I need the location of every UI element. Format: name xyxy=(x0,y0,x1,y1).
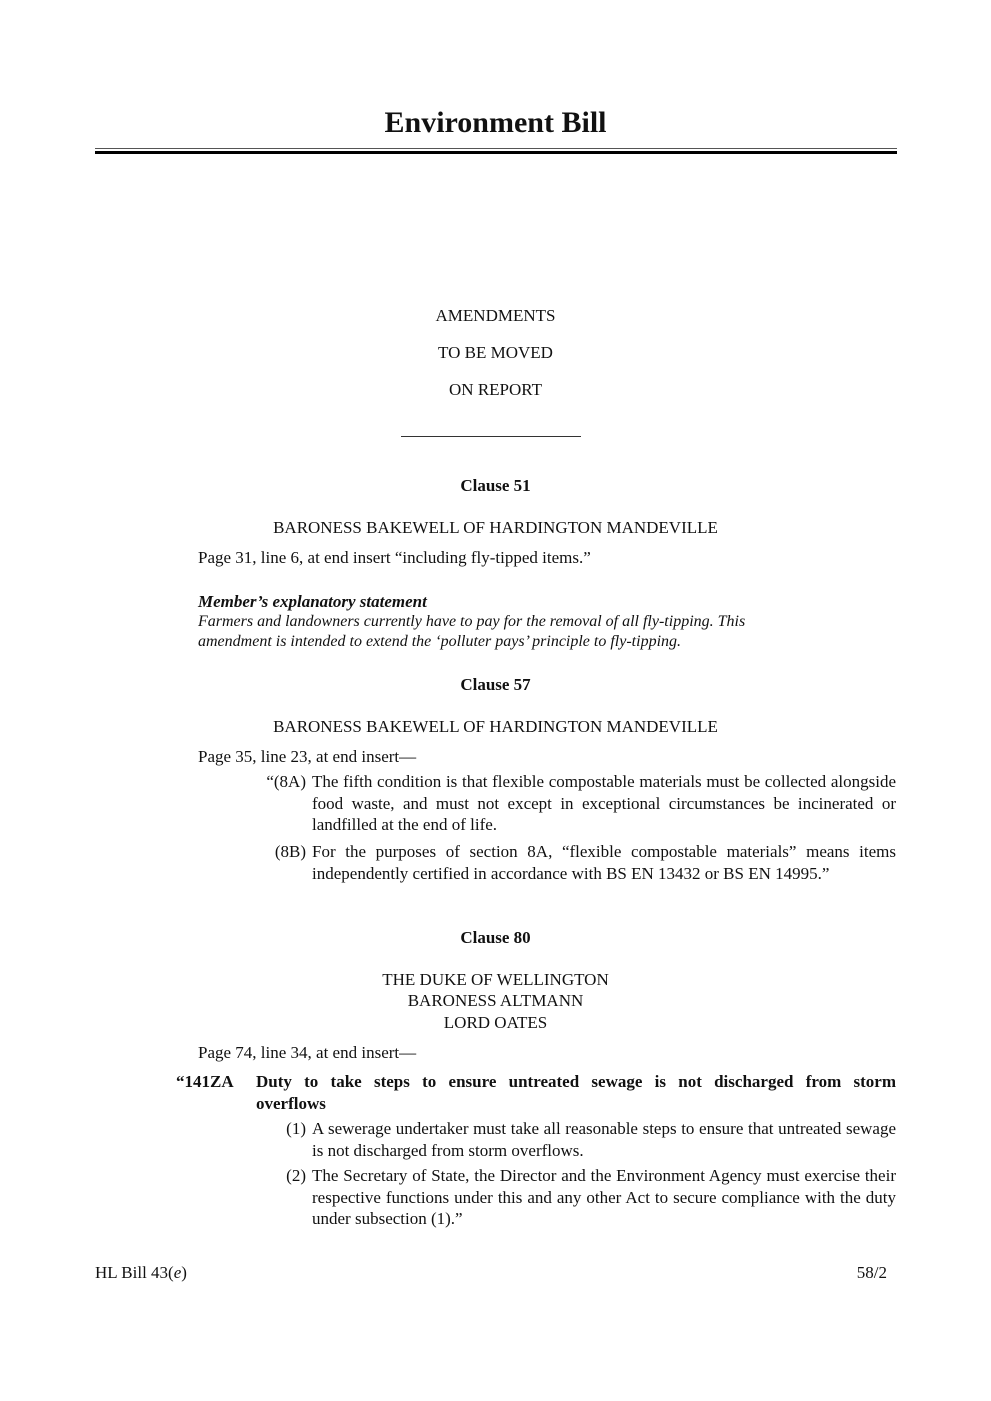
bill-reference xyxy=(95,1263,187,1283)
clause-57-instruction: Page 35, line 23, at end insert— xyxy=(198,747,417,766)
explanatory-statement-line-2: amendment is intended to extend the ‘polluter pays’ principle to fly-tipping. xyxy=(198,633,682,650)
title-rule-thin xyxy=(95,148,897,149)
document-title: Environment Bill xyxy=(384,106,607,139)
bill-ref-print: e xyxy=(173,1263,182,1282)
subsection-text-1: A sewerage undertaker must take all reasonable steps to ensure that untreated sewage is not discharged from storm overflows. xyxy=(312,1119,896,1160)
subsection-label-1: (1) xyxy=(286,1119,306,1138)
clause-51-instruction: Page 31, line 6, at end insert “including fly-tipped items.” xyxy=(198,548,591,567)
clause-80-member-3: LORD OATES xyxy=(443,1013,548,1032)
explanatory-statement-heading: Member’s explanatory statement xyxy=(198,592,427,611)
cover-line-3: ON REPORT xyxy=(449,380,542,399)
clause-80-member-1: THE DUKE OF WELLINGTON xyxy=(382,970,609,989)
subsection-label-2: (2) xyxy=(286,1166,306,1185)
bill-ref-text: HL Bill 43( xyxy=(95,1263,174,1282)
subsection-text-2: The Secretary of State, the Director and the Environment Agency must exercise their respective functions under this and any other Act to secure compliance with the duty under subsection (1).” xyxy=(312,1166,896,1228)
section-title-line-1: Duty to take steps to ensure untreated sewage is not discharged from storm xyxy=(256,1072,896,1091)
clause-57-heading: Clause 57 xyxy=(460,675,531,694)
section-title-line-2: overflows xyxy=(256,1094,326,1113)
clause-80-instruction: Page 74, line 34, at end insert— xyxy=(198,1043,417,1062)
clause-80-heading: Clause 80 xyxy=(460,928,531,947)
item-label-8b: (8B) xyxy=(274,842,306,861)
cover-line-1: AMENDMENTS xyxy=(435,306,556,325)
clause-57-member: BARONESS BAKEWELL OF HARDINGTON MANDEVILLE xyxy=(273,717,718,736)
clause-51-member: BARONESS BAKEWELL OF HARDINGTON MANDEVILLE xyxy=(273,518,718,537)
bill-ref-close: ) xyxy=(181,1263,187,1282)
clause-80-member-2: BARONESS ALTMANN xyxy=(407,991,584,1010)
item-text-8b: For the purposes of section 8A, “flexible compostable materials” means items independently certified in accordance with BS EN 13432 or BS EN 14995.” xyxy=(312,842,896,883)
clause-51-heading: Clause 51 xyxy=(460,476,531,495)
item-label-8a: “(8A) xyxy=(266,772,306,791)
cover-line-2: TO BE MOVED xyxy=(438,343,553,362)
divider xyxy=(401,436,581,437)
item-text-8a: The fifth condition is that flexible compostable materials must be collected alongside food waste, and must not except in exceptional circumstances be incinerated or landfilled at the end of life. xyxy=(312,772,896,834)
title-rule-thick xyxy=(95,151,897,154)
page-reference: 58/2 xyxy=(856,1263,887,1282)
explanatory-statement-line-1: Farmers and landowners currently have to pay for the removal of all fly-tipping. This xyxy=(198,613,746,630)
section-number: “141ZA xyxy=(176,1072,234,1091)
